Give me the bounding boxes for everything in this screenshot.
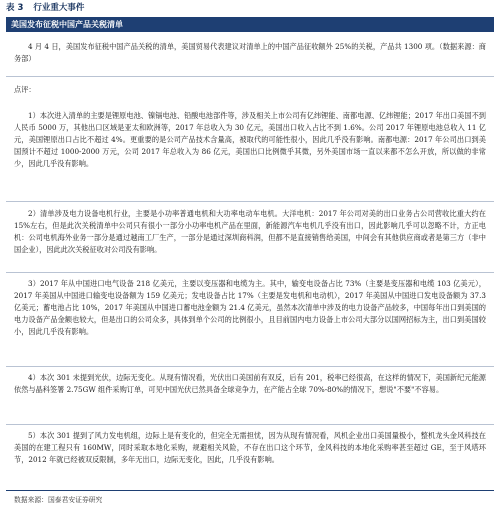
divider xyxy=(6,424,494,425)
intro-paragraph: 4 月 4 日，美国发布征税中国产品关税的清单，美国贸易代表建议对清单上的中国产品征收额外 25%的关税，产品共 1300 项。（数据来源：商务部） xyxy=(14,42,486,64)
comment-label: 点评： xyxy=(14,85,36,94)
table-bottom-rule xyxy=(6,490,494,491)
point-paragraph-4: 4）本次 301 未提到光伏，边际无变化。从现有情况看，光伏出口美国前有双反，后有 201，税率已经很高，在这样的情况下，美国新纪元能源依然与晶科签署 2.75GW 组件采购订单，可见中国光伏已然具备全球竞争力，在产能占全球 70%-80%的情况下，想说"不要"不容易。 xyxy=(14,373,486,395)
point-paragraph-1: 1）本次进入清单的主要是锂原电池、镍镉电池、铅酸电池部件等，涉及相关上市公司有亿纬锂能、南都电源、亿纬锂能；2017 年出口美国不到人民币 5000 万，其他出口区域是亚太和欧洲等，2017 年总收入为 30 亿元，美国出口收入占比不到 1.6%。公司 2017 年锂原电池总收入 11 亿元，美国锂原出口占比不超过 4%。更重要的是公司产品技术含量高，被取代的可能性很小，因此几乎没有影响。南都电源：2017 年公司出口到美国预计不超过 1000-2000 万元，公司 2017 年总收入为 86 亿元，美国出口比例微乎其微，另外美国市场一直以来都不怎么开放，所以做的非常少，因此几乎没有影响。 xyxy=(14,111,486,169)
divider xyxy=(6,272,494,273)
divider xyxy=(6,201,494,202)
point-paragraph-5: 5）本次 301 提到了风力发电机组，边际上是有变化的，但完全无需担忧，因为从现有情况看，风机企业出口美国量极小，整机龙头金风科技在美国的在建工程只有 160MW，同时采取本地化采购，规避相关风险，不存在出口这个环节，金风科技的本地化采购率甚至超过 GE，至于风塔环节，2012 年就已经被双反限制，多年无出口，边际无变化，因此，几乎没有影响。 xyxy=(14,431,486,465)
divider xyxy=(6,76,494,77)
point-paragraph-3: 3）2017 年从中国进口电气设备 218 亿美元，主要以变压器和电缆为主。其中，输变电设备占比 73%（主要是变压器和电缆 103 亿美元），2017 年美国从中国进口输变电设备额为 159 亿美元；发电设备占比 17%（主要是发电机和电动机），2017 年美国从中国进口发电设备额为 37.3 亿美元；蓄电池占比 10%，2017 年美国从中国进口蓄电池金额为 21.4 亿美元，虽然本次清单中涉及的电力设备产品较多，中国每年出口到美国的电力设备产品金额也较大，但是出口的公司众多，具体到单个公司的比例很小，且目前国内电力设备上市公司大部分以国网招标为主，出口到美国较小，因此几乎没有影响。 xyxy=(14,279,486,337)
divider xyxy=(6,366,494,367)
table-title: 行业重大事件 xyxy=(33,3,85,13)
table-caption xyxy=(6,1,494,15)
table-number: 表 3 xyxy=(6,3,24,13)
table-header-bar: 美国发布征税中国产品关税清单 xyxy=(6,17,494,32)
point-paragraph-2: 2）清单涉及电力设备电机行业，主要是小功率普通电机和大功率电动车电机。大洋电机：2017 年公司对美的出口业务占公司营收比重大约在 15%左右，但是此次关税清单中公司只有很小一部分小功率电机产品在里面，新能源汽车电机几乎没有出口，因此影响几乎可以忽略不计，方正电机：公司电机海外业务一部分是通过越南工厂生产，一部分是通过深圳商科润，但都不是直接销售给美国，中间会有其他供应商或者是第三方（非中国企业），因此此次关税征收对公司没有影响。 xyxy=(14,209,486,255)
data-source: 数据来源：国泰君安证券研究 xyxy=(14,496,103,504)
